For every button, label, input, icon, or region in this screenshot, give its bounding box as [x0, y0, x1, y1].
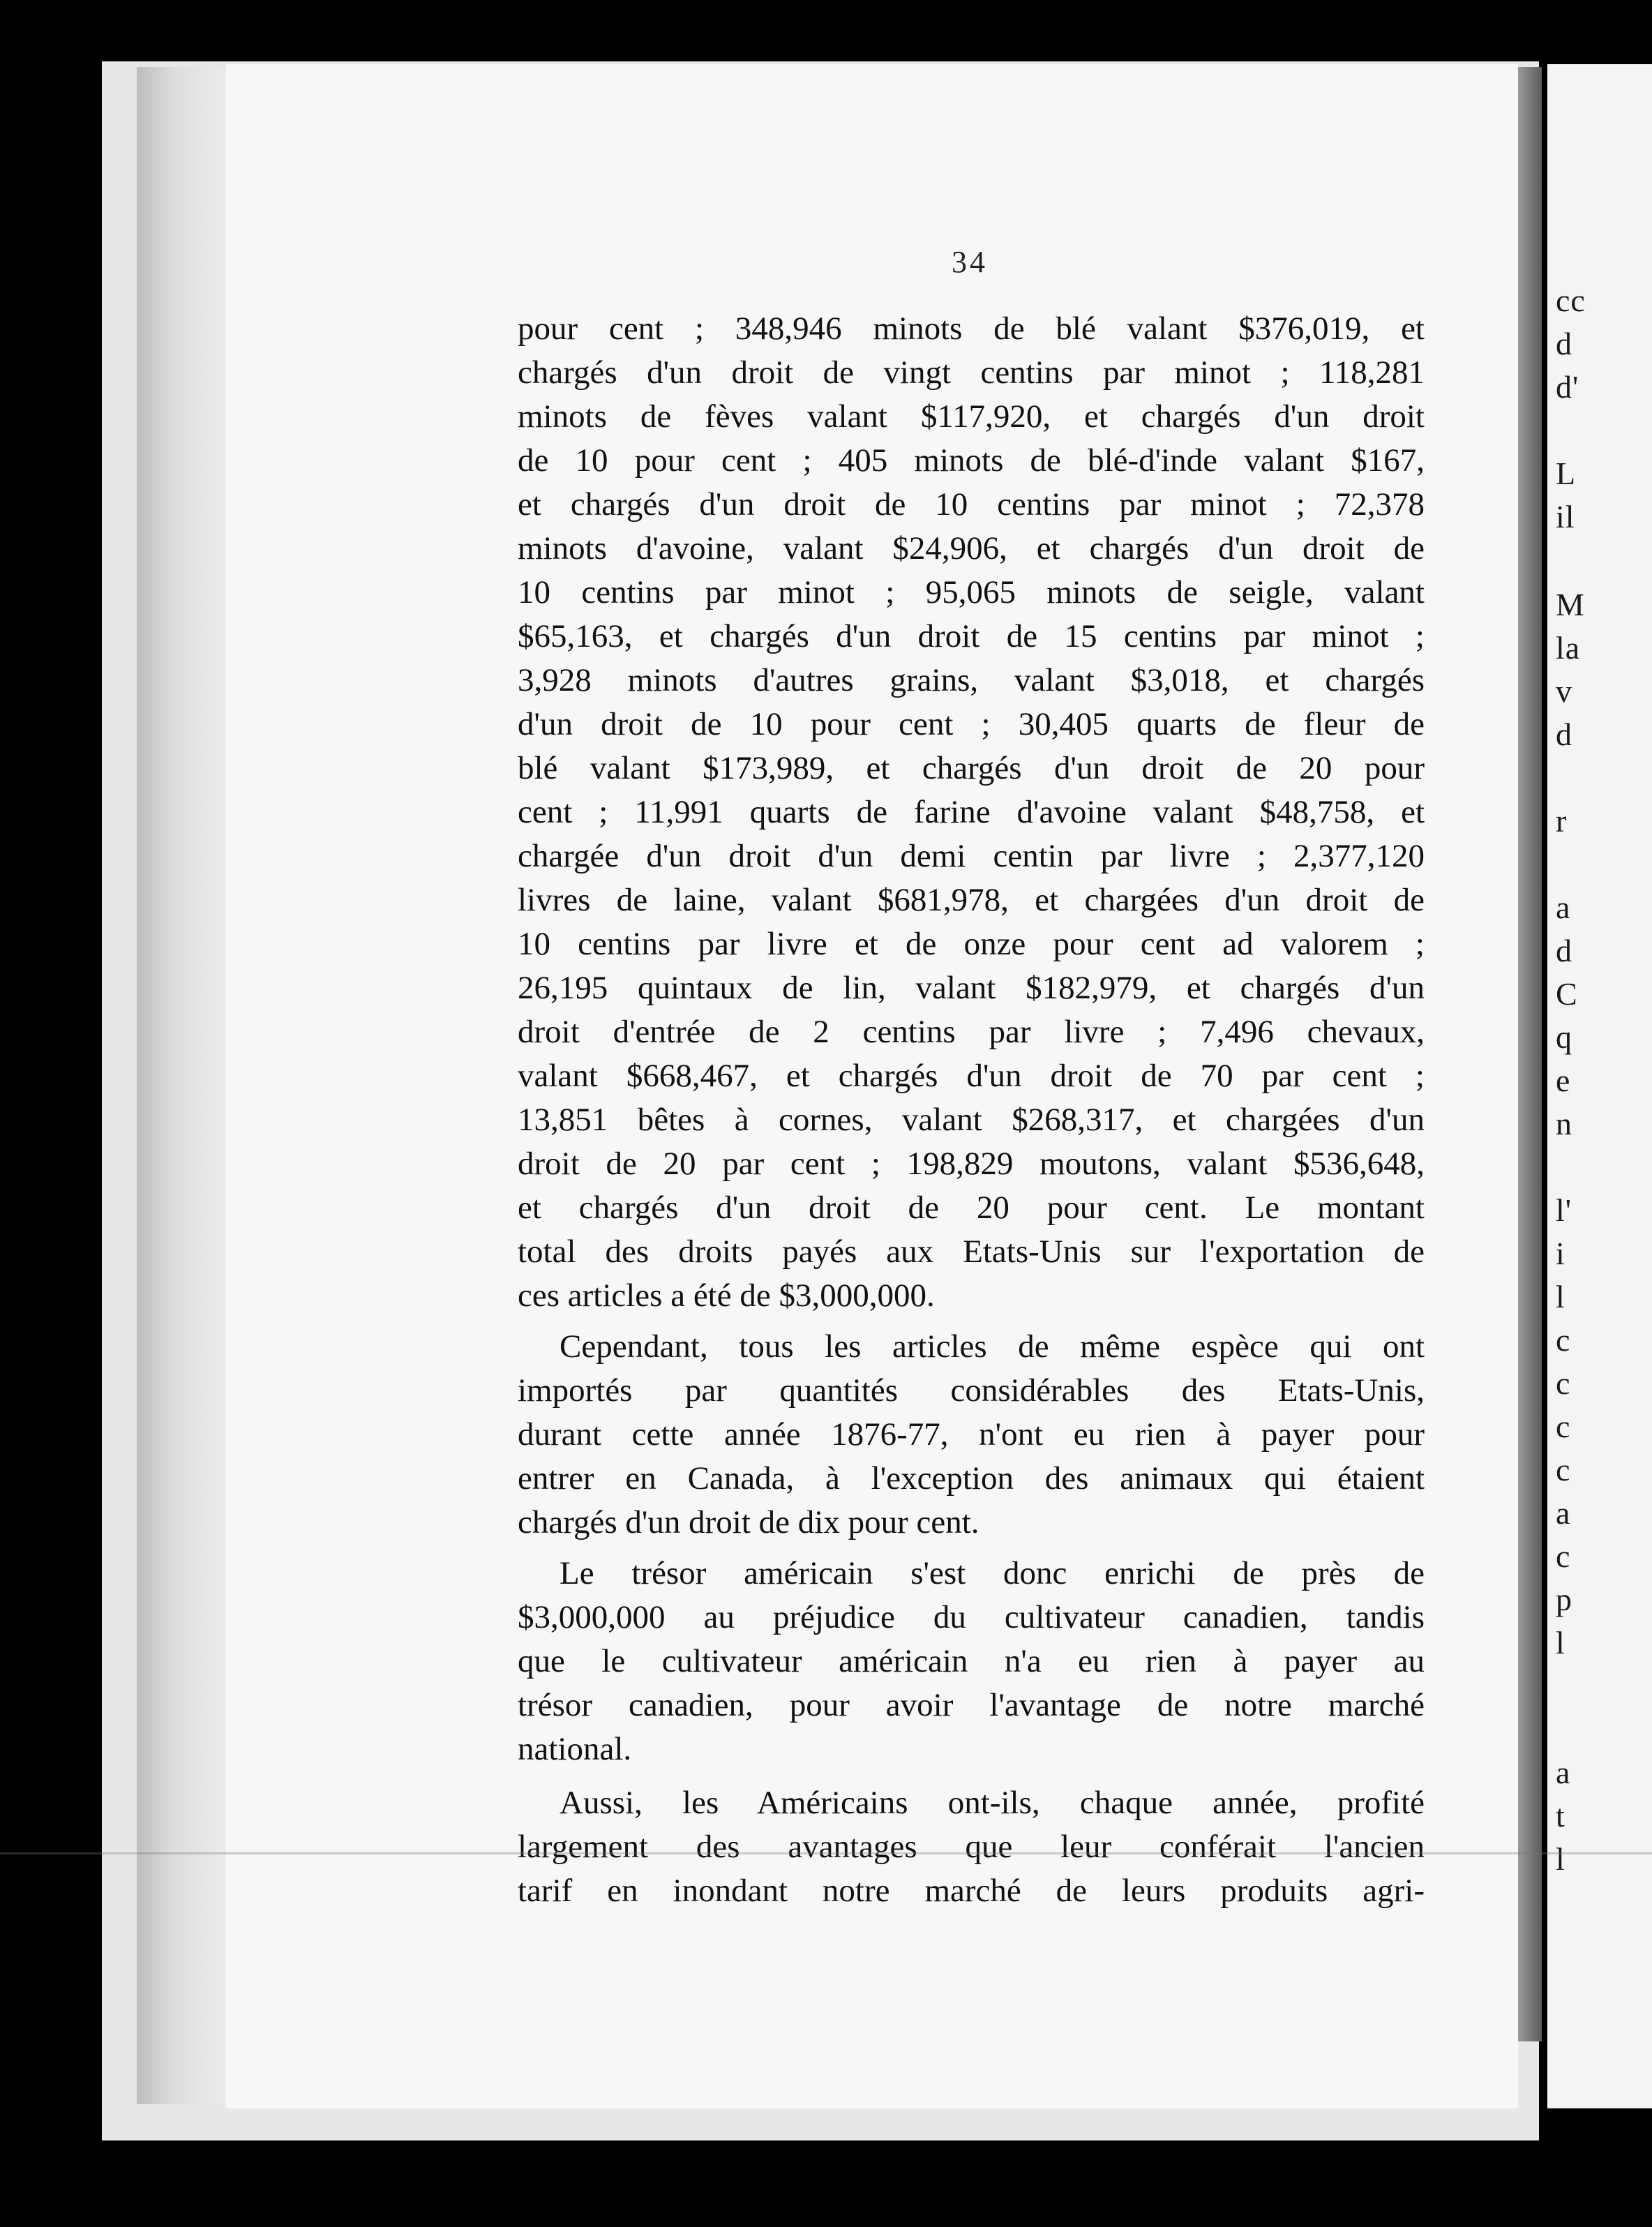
- adjacent-page-text: d: [1556, 717, 1572, 752]
- text-line: chargés d'un droit de vingt centins par minot ; 118,281: [518, 354, 1425, 391]
- adjacent-page-text: l: [1556, 1279, 1565, 1314]
- text-line: pour cent ; 348,946 minots de blé valant $376,019, et: [518, 310, 1425, 347]
- text-line: que le cultivateur américain n'a eu rien à payer au: [518, 1643, 1425, 1679]
- adjacent-page-text: r: [1556, 803, 1568, 839]
- adjacent-page-text: e: [1556, 1063, 1571, 1098]
- paragraph-first-line: Cependant, tous les articles de même espèce qui ont: [560, 1328, 1425, 1365]
- adjacent-page-text: d: [1556, 933, 1572, 968]
- text-line: 13,851 bêtes à cornes, valant $268,317, et chargées d'un: [518, 1102, 1425, 1138]
- adjacent-page-text: p: [1556, 1582, 1572, 1617]
- text-line: 10 centins par livre et de onze pour cent ad valorem ;: [518, 926, 1425, 962]
- scan-artifact-line: [0, 1852, 1652, 1854]
- body-text: [518, 307, 1425, 1913]
- adjacent-page-text: l': [1556, 1192, 1572, 1228]
- adjacent-page-text: c: [1556, 1452, 1571, 1487]
- text-line: 26,195 quintaux de lin, valant $182,979, et chargés d'un: [518, 970, 1425, 1006]
- text-line: total des droits payés aux Etats-Unis sur l'exportation de: [518, 1234, 1425, 1270]
- adjacent-page-text: d: [1556, 326, 1572, 361]
- text-line: national.: [518, 1731, 632, 1767]
- adjacent-page-text: c: [1556, 1365, 1571, 1401]
- text-line: trésor canadien, pour avoir l'avantage de notre marché: [518, 1687, 1425, 1723]
- text-line: $65,163, et chargés d'un droit de 15 centins par minot ;: [518, 618, 1425, 654]
- page-edge: [137, 67, 226, 2104]
- adjacent-page-text: l: [1556, 1625, 1565, 1660]
- adjacent-page-text: il: [1556, 499, 1575, 534]
- text-line: et chargés d'un droit de 10 centins par minot ; 72,378: [518, 486, 1425, 523]
- text-line: largement des avantages que leur conférait l'ancien: [518, 1829, 1425, 1865]
- text-line: chargés d'un droit de dix pour cent.: [518, 1504, 979, 1540]
- text-line: entrer en Canada, à l'exception des animaux qui étaient: [518, 1460, 1425, 1497]
- adjacent-page-text: c: [1556, 1409, 1571, 1444]
- text-line: $3,000,000 au préjudice du cultivateur canadien, tandis: [518, 1599, 1425, 1635]
- adjacent-page-text: C: [1556, 976, 1578, 1012]
- adjacent-page-text: d': [1556, 369, 1579, 405]
- text-line: ces articles a été de $3,000,000.: [518, 1277, 935, 1314]
- paragraph-first-line: Aussi, les Américains ont-ils, chaque année, profité: [560, 1785, 1425, 1821]
- text-line: droit de 20 par cent ; 198,829 moutons, valant $536,648,: [518, 1146, 1425, 1182]
- adjacent-page-text: t: [1556, 1798, 1565, 1834]
- adjacent-page-text: a: [1556, 1495, 1571, 1531]
- text-line: cent ; 11,991 quarts de farine d'avoine valant $48,758, et: [518, 794, 1425, 830]
- text-line: et chargés d'un droit de 20 pour cent. Le montant: [518, 1190, 1425, 1226]
- adjacent-page-text: cc: [1556, 283, 1586, 318]
- text-line: de 10 pour cent ; 405 minots de blé-d'inde valant $167,: [518, 442, 1425, 479]
- adjacent-page-text: a: [1556, 890, 1571, 925]
- adjacent-page-fragment: [1547, 64, 1652, 2108]
- adjacent-page-text: q: [1556, 1019, 1572, 1055]
- text-line: chargée d'un droit d'un demi centin par livre ; 2,377,120: [518, 838, 1425, 874]
- text-line: durant cette année 1876-77, n'ont eu rien à payer pour: [518, 1416, 1425, 1453]
- text-line: importés par quantités considérables des Etats-Unis,: [518, 1372, 1425, 1409]
- text-line: minots d'avoine, valant $24,906, et chargés d'un droit de: [518, 530, 1425, 567]
- adjacent-page-text: la: [1556, 630, 1581, 666]
- adjacent-page-text: a: [1556, 1755, 1571, 1790]
- page-gutter-shadow: [1518, 67, 1542, 2041]
- text-line: minots de fèves valant $117,920, et chargés d'un droit: [518, 398, 1425, 435]
- text-line: droit d'entrée de 2 centins par livre ; 7,496 chevaux,: [518, 1014, 1425, 1050]
- text-line: tarif en inondant notre marché de leurs produits agri-: [518, 1873, 1425, 1909]
- text-line: 3,928 minots d'autres grains, valant $3,018, et chargés: [518, 662, 1425, 698]
- paragraph-first-line: Le trésor américain s'est donc enrichi de près de: [560, 1555, 1425, 1591]
- adjacent-page-text: c: [1556, 1322, 1571, 1358]
- text-line: livres de laine, valant $681,978, et chargées d'un droit de: [518, 882, 1425, 918]
- page-number: 34: [952, 245, 988, 279]
- adjacent-page-text: i: [1556, 1236, 1565, 1271]
- text-line: d'un droit de 10 pour cent ; 30,405 quarts de fleur de: [518, 706, 1425, 742]
- adjacent-page-text: L: [1556, 456, 1577, 491]
- text-line: valant $668,467, et chargés d'un droit de 70 par cent ;: [518, 1058, 1425, 1094]
- adjacent-page-text: n: [1556, 1106, 1572, 1141]
- adjacent-page-text: c: [1556, 1538, 1571, 1574]
- text-line: 10 centins par minot ; 95,065 minots de seigle, valant: [518, 574, 1425, 610]
- adjacent-page-text: M: [1556, 587, 1585, 622]
- text-line: blé valant $173,989, et chargés d'un droit de 20 pour: [518, 750, 1425, 786]
- adjacent-page-text: v: [1556, 673, 1572, 709]
- adjacent-page-text: l: [1556, 1841, 1565, 1877]
